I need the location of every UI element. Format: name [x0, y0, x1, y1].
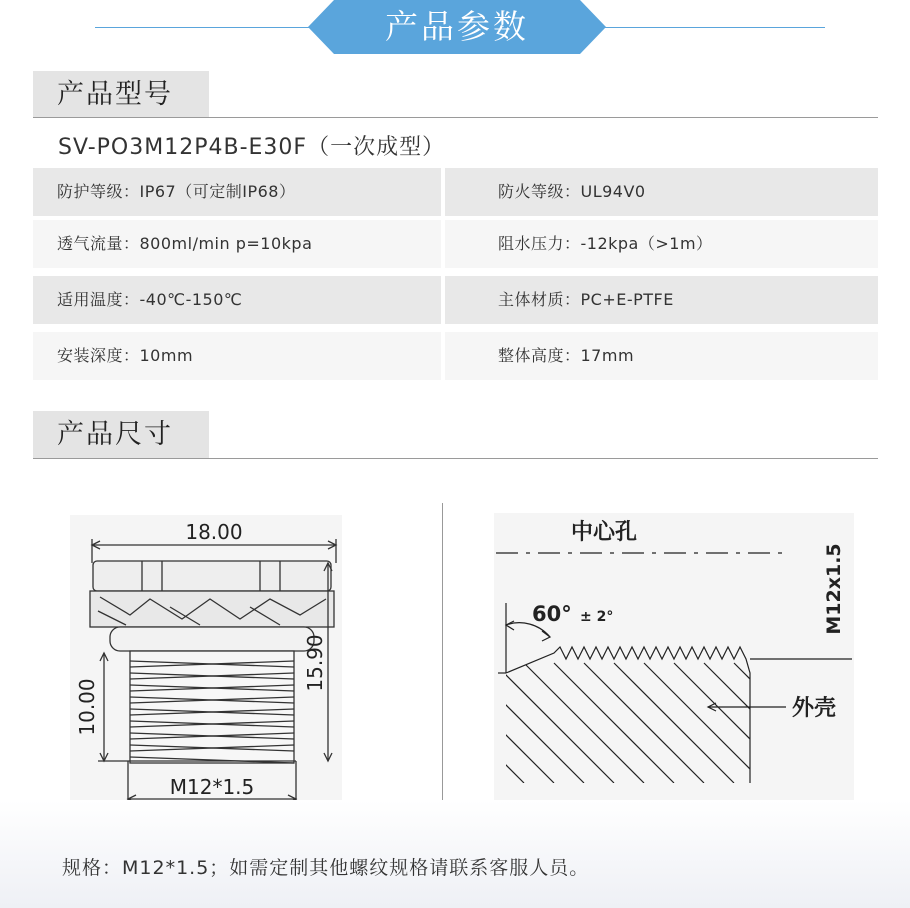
banner-title: 产品参数	[385, 7, 529, 46]
spec-overall-height: 整体高度：17mm	[445, 332, 878, 380]
section-divider-model	[33, 117, 878, 118]
dim-thread-label: M12*1.5	[169, 775, 255, 799]
shell-label: 外壳	[792, 696, 837, 721]
spec-install-depth: 安装深度：10mm	[33, 332, 441, 380]
model-number: SV-PO3M12P4B-E30F（一次成型）	[58, 135, 446, 160]
dim-total-height-label: 15.90	[303, 634, 327, 692]
drawing-divider	[442, 503, 443, 815]
angle-label: 60°	[532, 602, 572, 626]
thread-spec-label: M12x1.5	[823, 543, 845, 635]
spec-water-pressure: 阻水压力：-12kpa（>1m）	[445, 220, 878, 268]
angle-tolerance-label: ± 2°	[580, 609, 614, 625]
dim-width-label: 18.00	[185, 520, 243, 544]
section-divider-size	[33, 458, 878, 459]
dimension-drawing-side-view	[70, 515, 342, 807]
spec-fire-rating: 防火等级：UL94V0	[445, 168, 878, 216]
spec-note: 规格：M12*1.5；如需定制其他螺纹规格请联系客服人员。	[62, 857, 590, 879]
dim-thread-length-label: 10.00	[75, 678, 99, 736]
banner-line-right	[580, 27, 825, 28]
section-heading-size: 产品尺寸	[33, 411, 209, 458]
banner-line-left	[95, 27, 335, 28]
spec-air-flow: 透气流量：800ml/min p=10kpa	[33, 220, 441, 268]
section-heading-model: 产品型号	[33, 71, 209, 118]
spec-protection-level: 防护等级：IP67（可定制IP68）	[33, 168, 441, 216]
spec-material: 主体材质：PC+E-PTFE	[445, 276, 878, 324]
spec-temperature: 适用温度：-40℃-150℃	[33, 276, 441, 324]
thread-profile-drawing	[494, 513, 854, 805]
center-hole-label: 中心孔	[570, 520, 638, 545]
